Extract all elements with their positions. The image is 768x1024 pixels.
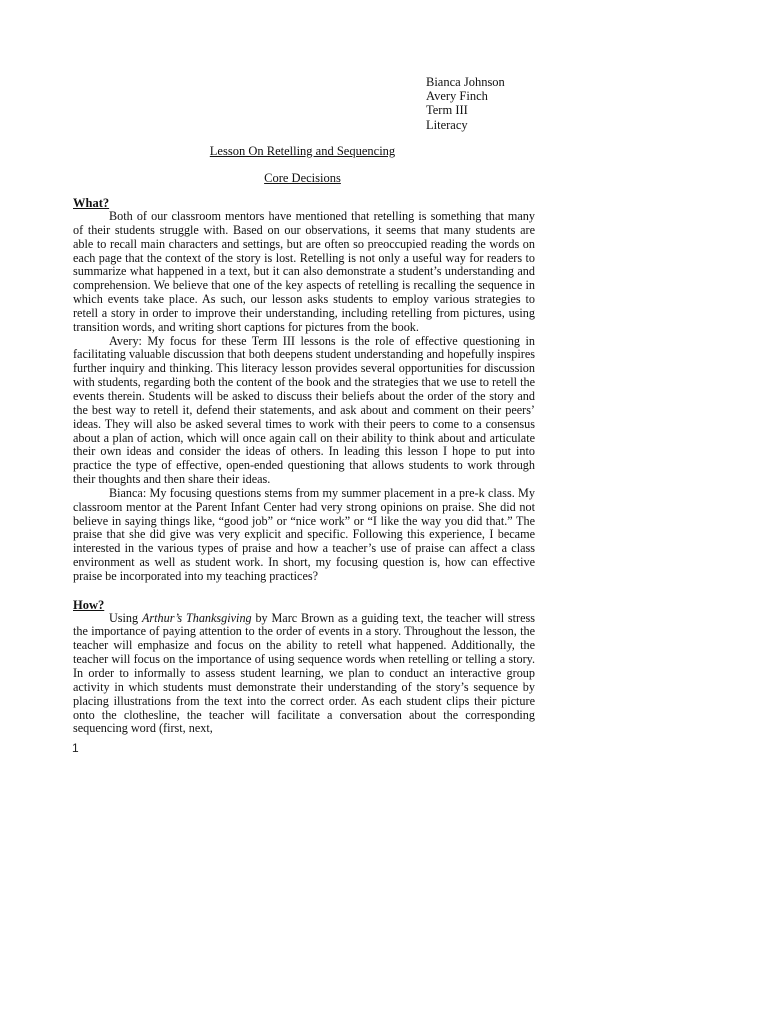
- author-header: [426, 75, 505, 132]
- term-label: Term III: [426, 103, 468, 118]
- how-paragraph-rest: by Marc Brown as a guiding text, the teacher will stress the importance of paying attention to the order of events in a story. Throughout the lesson, the teacher will emphasize and focus on the ability to retell what happened. Additionally, the teacher will focus on the importance of using sequence words when retelling or telling a story. In order to informally to assess student learning, we plan to conduct an interactive group activity in which students must demonstrate their understanding of the story’s sequence by placing illustrations from the text into the correct order. As each student clips their picture onto the clothesline, the teacher will facilitate a conversation about the corresponding sequencing word (first, next,: [73, 610, 535, 736]
- how-paragraph-start: Using: [109, 610, 142, 625]
- subject-label: Literacy: [426, 117, 468, 132]
- lesson-title: Lesson On Retelling and Sequencing: [209, 144, 396, 158]
- what-paragraph-1: Both of our classroom mentors have mentioned that retelling is something that many of their students struggle with. Based on our observations, it seems that many students are able to recall main characters and settings, but are often so preoccupied reading the words on each page that the context of the story is lost. Retelling is not only a useful way for readers to summarize what happened in a text, but it can also demonstrate a student’s understanding and comprehension. We believe that one of the key aspects of retelling is recalling the sequence in which events take place. As such, our lesson asks students to employ various strategies to retell a story in order to improve their understanding, including retelling from pictures, using transition words, and writing short captions for pictures from the book.: [73, 209, 535, 334]
- what-heading: What?: [73, 196, 110, 210]
- what-paragraph-bianca: Bianca: My focusing questions stems from my summer placement in a pre-k class. My classroom mentor at the Parent Infant Center had very strong opinions on praise. She did not believe in saying things like, “good job” or “nice work” or “I like the way you did that.” The praise that she did give was very explicit and specific. Following this experience, I became interested in the various types of praise and how a teacher’s use of praise can affect a class environment as well as student work. In short, my focusing question is, how can effective praise be incorporated into my teaching practices?: [73, 485, 535, 583]
- section-spacer: [73, 584, 535, 598]
- book-title: Arthur’s Thanksgiving: [141, 610, 252, 625]
- what-paragraph-avery: Avery: My focus for these Term III lessons is the role of effective questioning in facilitating valuable discussion that both deepens student understanding and hopefully inspires further inquiry and thinking. This literacy lesson provides several opportunities for discussion with students, regarding both the content of the book and the strategies that we use to retell the events therein. Students will be asked to discuss their beliefs about the order of the story and the best way to retell it, defend their statements, and ask about and comment on their peers’ ideas. They will also be asked several times to work with their peers to come to a consensus about a plan of action, which will once again call on their ability to think about and articulate their own ideas and consider the ideas of others. In leading this lesson I hope to put into practice the type of effective, open-ended questioning that allows students to work through their thoughts and then share their ideas.: [73, 333, 535, 487]
- page-number: 1: [72, 741, 79, 755]
- document-body: [73, 196, 535, 736]
- how-paragraph-1: [73, 612, 535, 737]
- author-name-1: Bianca Johnson: [426, 75, 505, 89]
- how-heading: How?: [73, 597, 105, 612]
- section-subtitle: Core Decisions: [264, 171, 341, 185]
- author-name-2: Avery Finch: [426, 89, 488, 104]
